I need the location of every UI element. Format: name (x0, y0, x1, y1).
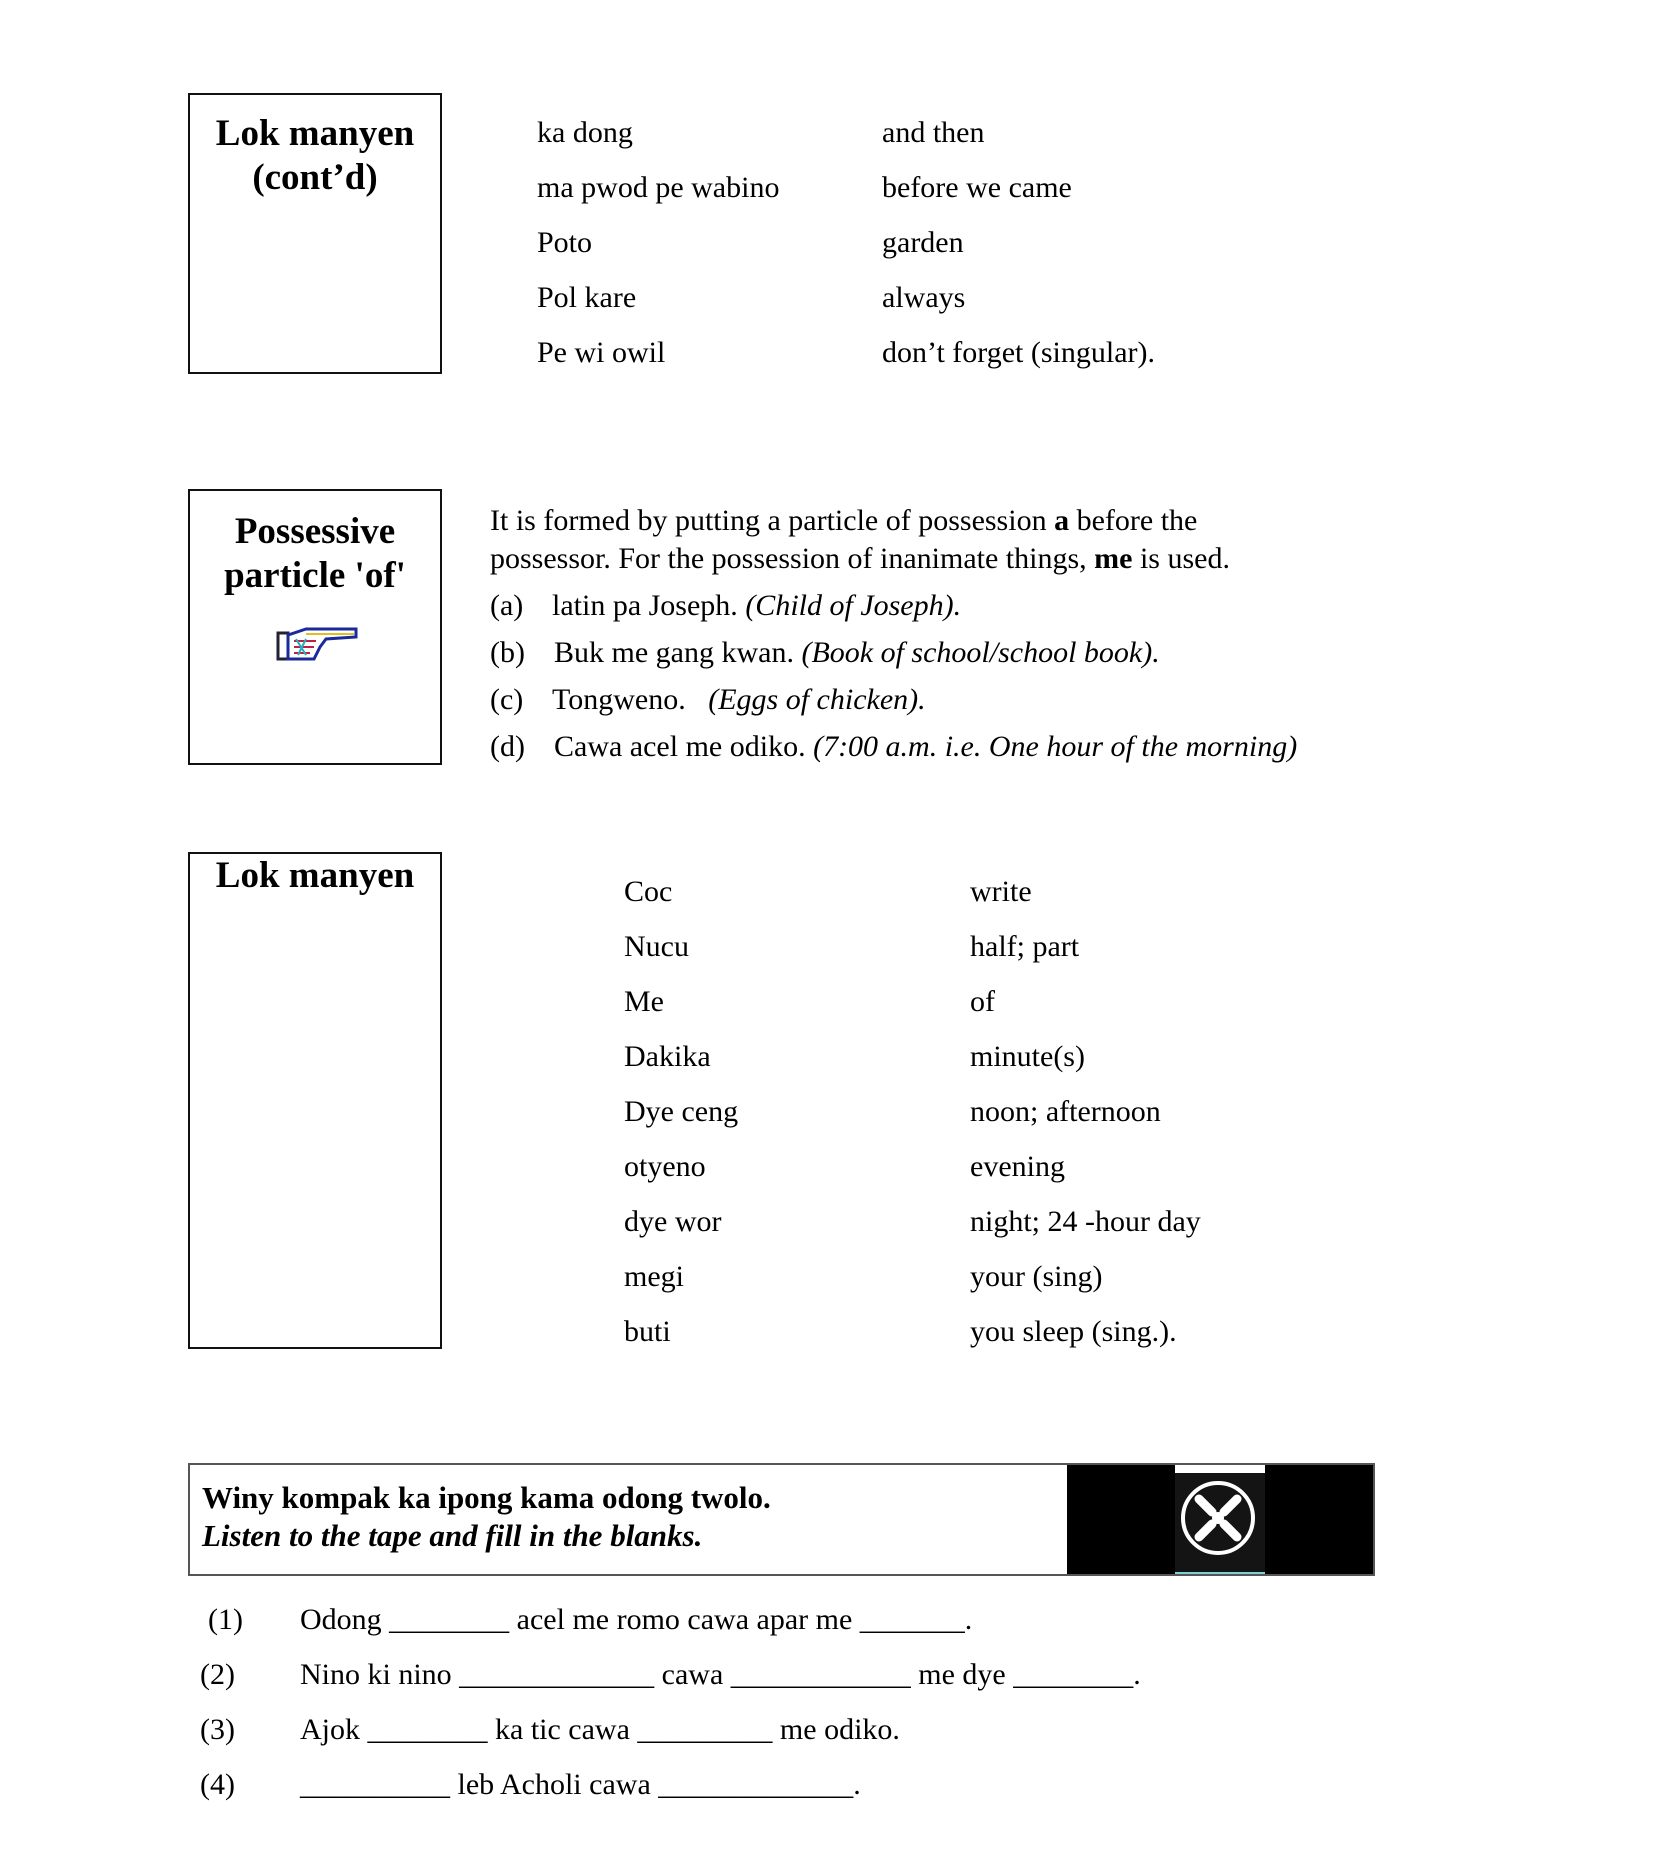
tape-icon-frame (1175, 1465, 1265, 1574)
section-title (190, 510, 440, 598)
vocab-meaning: don’t forget (singular). (882, 336, 1156, 369)
vocab-term: dye wor (624, 1205, 722, 1238)
vocab-term: otyeno (624, 1150, 706, 1183)
item-sentence: Odong ________ acel me romo cawa apar me _______. (300, 1603, 973, 1636)
gloss: (7:00 a.m. i.e. One hour of the morning) (813, 730, 1298, 763)
section-label-new-words-contd (188, 93, 442, 374)
vocab-row (624, 1304, 1324, 1359)
section-title (190, 854, 440, 898)
vocab-term: Pol kare (537, 281, 637, 314)
vocab-term: ma pwod pe wabino (537, 171, 780, 204)
vocab-meaning: garden (882, 226, 964, 259)
vocab-row (624, 1194, 1324, 1249)
gloss: (Eggs of chicken). (708, 683, 926, 716)
text: It is formed by putting a particle of possession (490, 504, 1055, 537)
vocab-row (624, 1029, 1324, 1084)
vocab-meaning: minute(s) (970, 1040, 1085, 1073)
vocab-term: Poto (537, 226, 593, 259)
bold-particle: me (1094, 542, 1133, 575)
item-number: (4) (200, 1768, 235, 1801)
example-item (490, 582, 1230, 629)
item-number: (3) (200, 1713, 235, 1746)
vocab-row (537, 160, 1237, 215)
vocab-meaning: half; part (970, 930, 1080, 963)
vocab-list-2 (624, 864, 1324, 1359)
title-line-1: Lok manyen (215, 113, 415, 154)
vocab-meaning: always (882, 281, 966, 314)
possessive-explanation (490, 502, 1298, 770)
item-sentence: __________ leb Acholi cawa _____________. (300, 1768, 861, 1801)
vocab-row (624, 1139, 1324, 1194)
paragraph-line (490, 540, 1230, 578)
paragraph-line (490, 502, 1230, 540)
example-text (552, 676, 926, 723)
vocab-term: Nucu (624, 930, 689, 963)
tape-reel-icon (1175, 1465, 1265, 1574)
example-text (554, 629, 1160, 676)
vocab-term: Pe wi owil (537, 336, 666, 369)
vocab-meaning: your (sing) (970, 1260, 1103, 1293)
gloss: (Book of school/school book). (801, 636, 1160, 669)
acholi: Tongweno. (552, 683, 709, 716)
example-item (490, 676, 1230, 723)
title-line-1: Lok manyen (215, 855, 415, 896)
vocab-meaning: write (970, 875, 1032, 908)
vocab-row (537, 325, 1237, 380)
example-item (490, 723, 1298, 770)
gloss: (Child of Joseph). (745, 589, 962, 622)
vocab-term: Coc (624, 875, 673, 908)
vocab-term: megi (624, 1260, 684, 1293)
example-text (554, 723, 1297, 770)
vocab-row (624, 864, 1324, 919)
vocab-meaning: night; 24 -hour day (970, 1205, 1201, 1238)
vocab-row (624, 974, 1324, 1029)
bold-particle: a (1054, 504, 1070, 537)
vocab-term: Me (624, 985, 664, 1018)
vocab-meaning: evening (970, 1150, 1065, 1183)
instruction-english: Listen to the tape and fill in the blanks. (202, 1518, 703, 1553)
text: possessor. For the possession of inanimate things, (490, 542, 1095, 575)
example-letter: (d) (490, 730, 525, 763)
vocab-term: Dakika (624, 1040, 711, 1073)
instruction-acholi: Winy kompak ka ipong kama odong twolo. (202, 1480, 771, 1515)
icon-bottom-bar (1175, 1572, 1265, 1574)
acholi: latin pa Joseph. (552, 589, 746, 622)
item-sentence: Ajok ________ ka tic cawa _________ me odiko. (300, 1713, 900, 1746)
item-number: (2) (200, 1658, 235, 1691)
acholi: Buk me gang kwan. (554, 636, 802, 669)
tape-icon-panel (1067, 1465, 1373, 1574)
exercise-instruction-banner (188, 1463, 1375, 1576)
example-letter: (a) (490, 589, 524, 622)
example-letter: (b) (490, 636, 525, 669)
pointing-hand-icon (276, 625, 360, 665)
vocab-meaning: noon; afternoon (970, 1095, 1161, 1128)
text: is used. (1132, 542, 1230, 575)
title-line-2: (cont’d) (252, 157, 378, 198)
vocab-meaning: before we came (882, 171, 1072, 204)
vocab-row (537, 105, 1237, 160)
vocab-term: buti (624, 1315, 671, 1348)
example-item (490, 629, 1230, 676)
section-title (190, 112, 440, 200)
vocab-row (537, 215, 1237, 270)
vocab-row (624, 919, 1324, 974)
example-text (552, 582, 961, 629)
vocab-term: ka dong (537, 116, 633, 149)
vocab-row (624, 1249, 1324, 1304)
acholi: Cawa acel me odiko. (554, 730, 814, 763)
vocab-term: Dye ceng (624, 1095, 739, 1128)
example-letter: (c) (490, 683, 524, 716)
item-sentence: Nino ki nino _____________ cawa ____________ me dye ________. (300, 1658, 1141, 1691)
section-label-new-words (188, 852, 442, 1349)
vocab-row (624, 1084, 1324, 1139)
vocab-meaning: and then (882, 116, 985, 149)
vocab-row (537, 270, 1237, 325)
vocab-meaning: of (970, 985, 995, 1018)
section-label-possessive (188, 489, 442, 765)
vocab-meaning: you sleep (sing.). (970, 1315, 1177, 1348)
text: before the (1069, 504, 1198, 537)
item-number: (1) (208, 1603, 243, 1636)
vocab-list-1 (537, 105, 1237, 380)
title-line-1: Possessive (234, 511, 396, 552)
title-line-2: particle 'of' (224, 555, 406, 596)
